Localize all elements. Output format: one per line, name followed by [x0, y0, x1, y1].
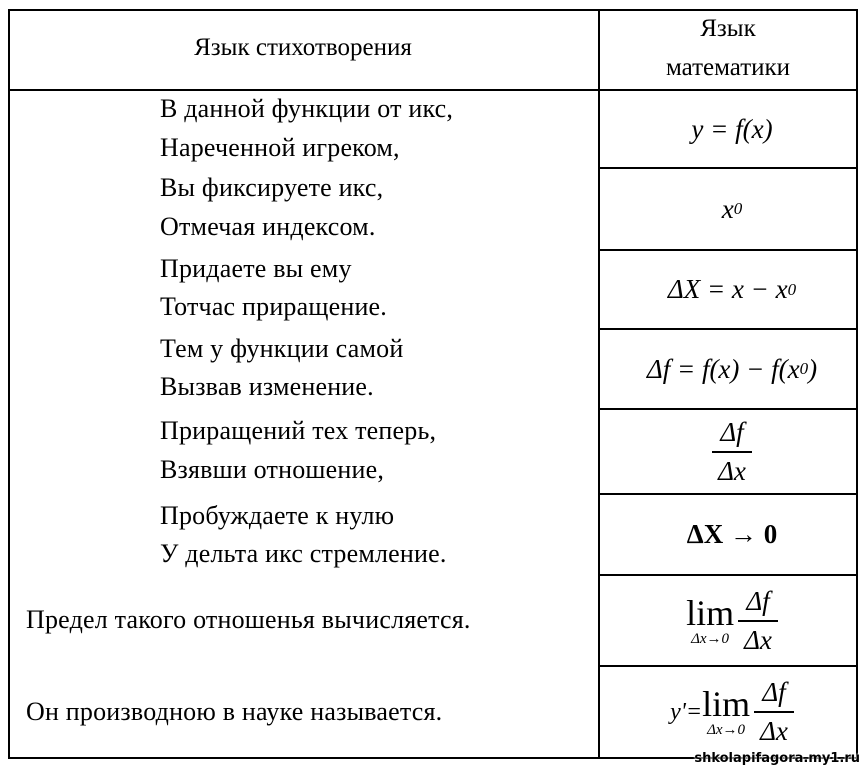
math-delta-f-expr: Δf = f(x) − f(x: [646, 353, 800, 384]
poem-line: У дельта икс стремление.: [160, 539, 447, 568]
math-delta-x-expr: ΔX = x − x: [667, 274, 788, 304]
poem-line: Тем у функции самой: [160, 334, 404, 363]
poem-line: Вызвав изменение.: [160, 372, 374, 401]
math-denominator: Δx: [744, 624, 772, 655]
header-math-language: [600, 14, 856, 83]
poem-line: Нареченной игреком,: [160, 133, 400, 162]
math-subscript: 0: [733, 199, 743, 218]
math-denominator: Δx: [718, 455, 746, 486]
math-delta-x: [606, 251, 858, 328]
poem-line: Он производною в науке называется.: [26, 697, 443, 726]
watermark: shkolapifagora.my1.ru: [694, 751, 860, 766]
header-poem-language: Язык стихотворения: [194, 34, 412, 61]
poem-line: Тотчас приращение.: [160, 292, 387, 321]
header-math-line1: Язык: [700, 15, 756, 42]
math-x: x: [721, 193, 734, 224]
table-border-top: [8, 9, 858, 11]
math-numerator: Δf: [746, 585, 770, 616]
math-delta-f: [606, 330, 858, 408]
math-fraction-bar: [712, 451, 752, 453]
math-limit-condition: ΔX → 0: [686, 519, 778, 549]
math-ratio: [606, 410, 858, 493]
math-y-prime: y'=: [670, 698, 703, 725]
poem-line: Пробуждаете к нулю: [160, 501, 395, 530]
math-fraction: [754, 677, 794, 747]
math-derivative: [606, 667, 858, 757]
header-math-line2: математики: [665, 54, 791, 81]
poem-line: Взявши отношение,: [160, 455, 385, 484]
poem-line: Вы фиксируете икс,: [160, 173, 384, 202]
math-numerator: Δf: [720, 416, 744, 447]
math-subscript: 0: [787, 279, 797, 299]
math-denominator: Δx: [760, 716, 788, 746]
math-lim-word: lim: [702, 684, 751, 724]
math-fraction-bar: [738, 620, 778, 622]
math-lim: [702, 686, 750, 738]
math-numerator: Δf: [762, 677, 786, 707]
math-lim-word: lim: [686, 592, 735, 633]
math-lim-under: Δx→0: [691, 630, 730, 647]
math-subscript: 0: [799, 359, 809, 378]
math-close-paren: ): [808, 353, 818, 384]
math-x0: [606, 169, 858, 249]
column-separator: [598, 9, 600, 759]
math-limit: [606, 576, 858, 665]
math-lim: [686, 592, 735, 647]
poem-line: Предел такого отношенья вычисляется.: [26, 605, 471, 634]
math-delta-x-to-zero: [606, 495, 858, 574]
table-border-left: [8, 9, 10, 759]
poem-line: В данной функции от икс,: [160, 94, 454, 123]
poem-line: Отмечая индексом.: [160, 212, 376, 241]
math-fraction: [712, 417, 752, 487]
poem-math-table: [8, 9, 858, 759]
math-function-definition: [606, 91, 858, 167]
poem-line: Придаете вы ему: [160, 254, 352, 283]
math-fraction-bar: [754, 711, 794, 713]
math-lim-under: Δx→0: [707, 722, 746, 738]
math-fraction: [738, 586, 778, 656]
poem-line: Приращений тех теперь,: [160, 416, 437, 445]
math-y-equals-fx: y = f(x): [691, 113, 773, 144]
